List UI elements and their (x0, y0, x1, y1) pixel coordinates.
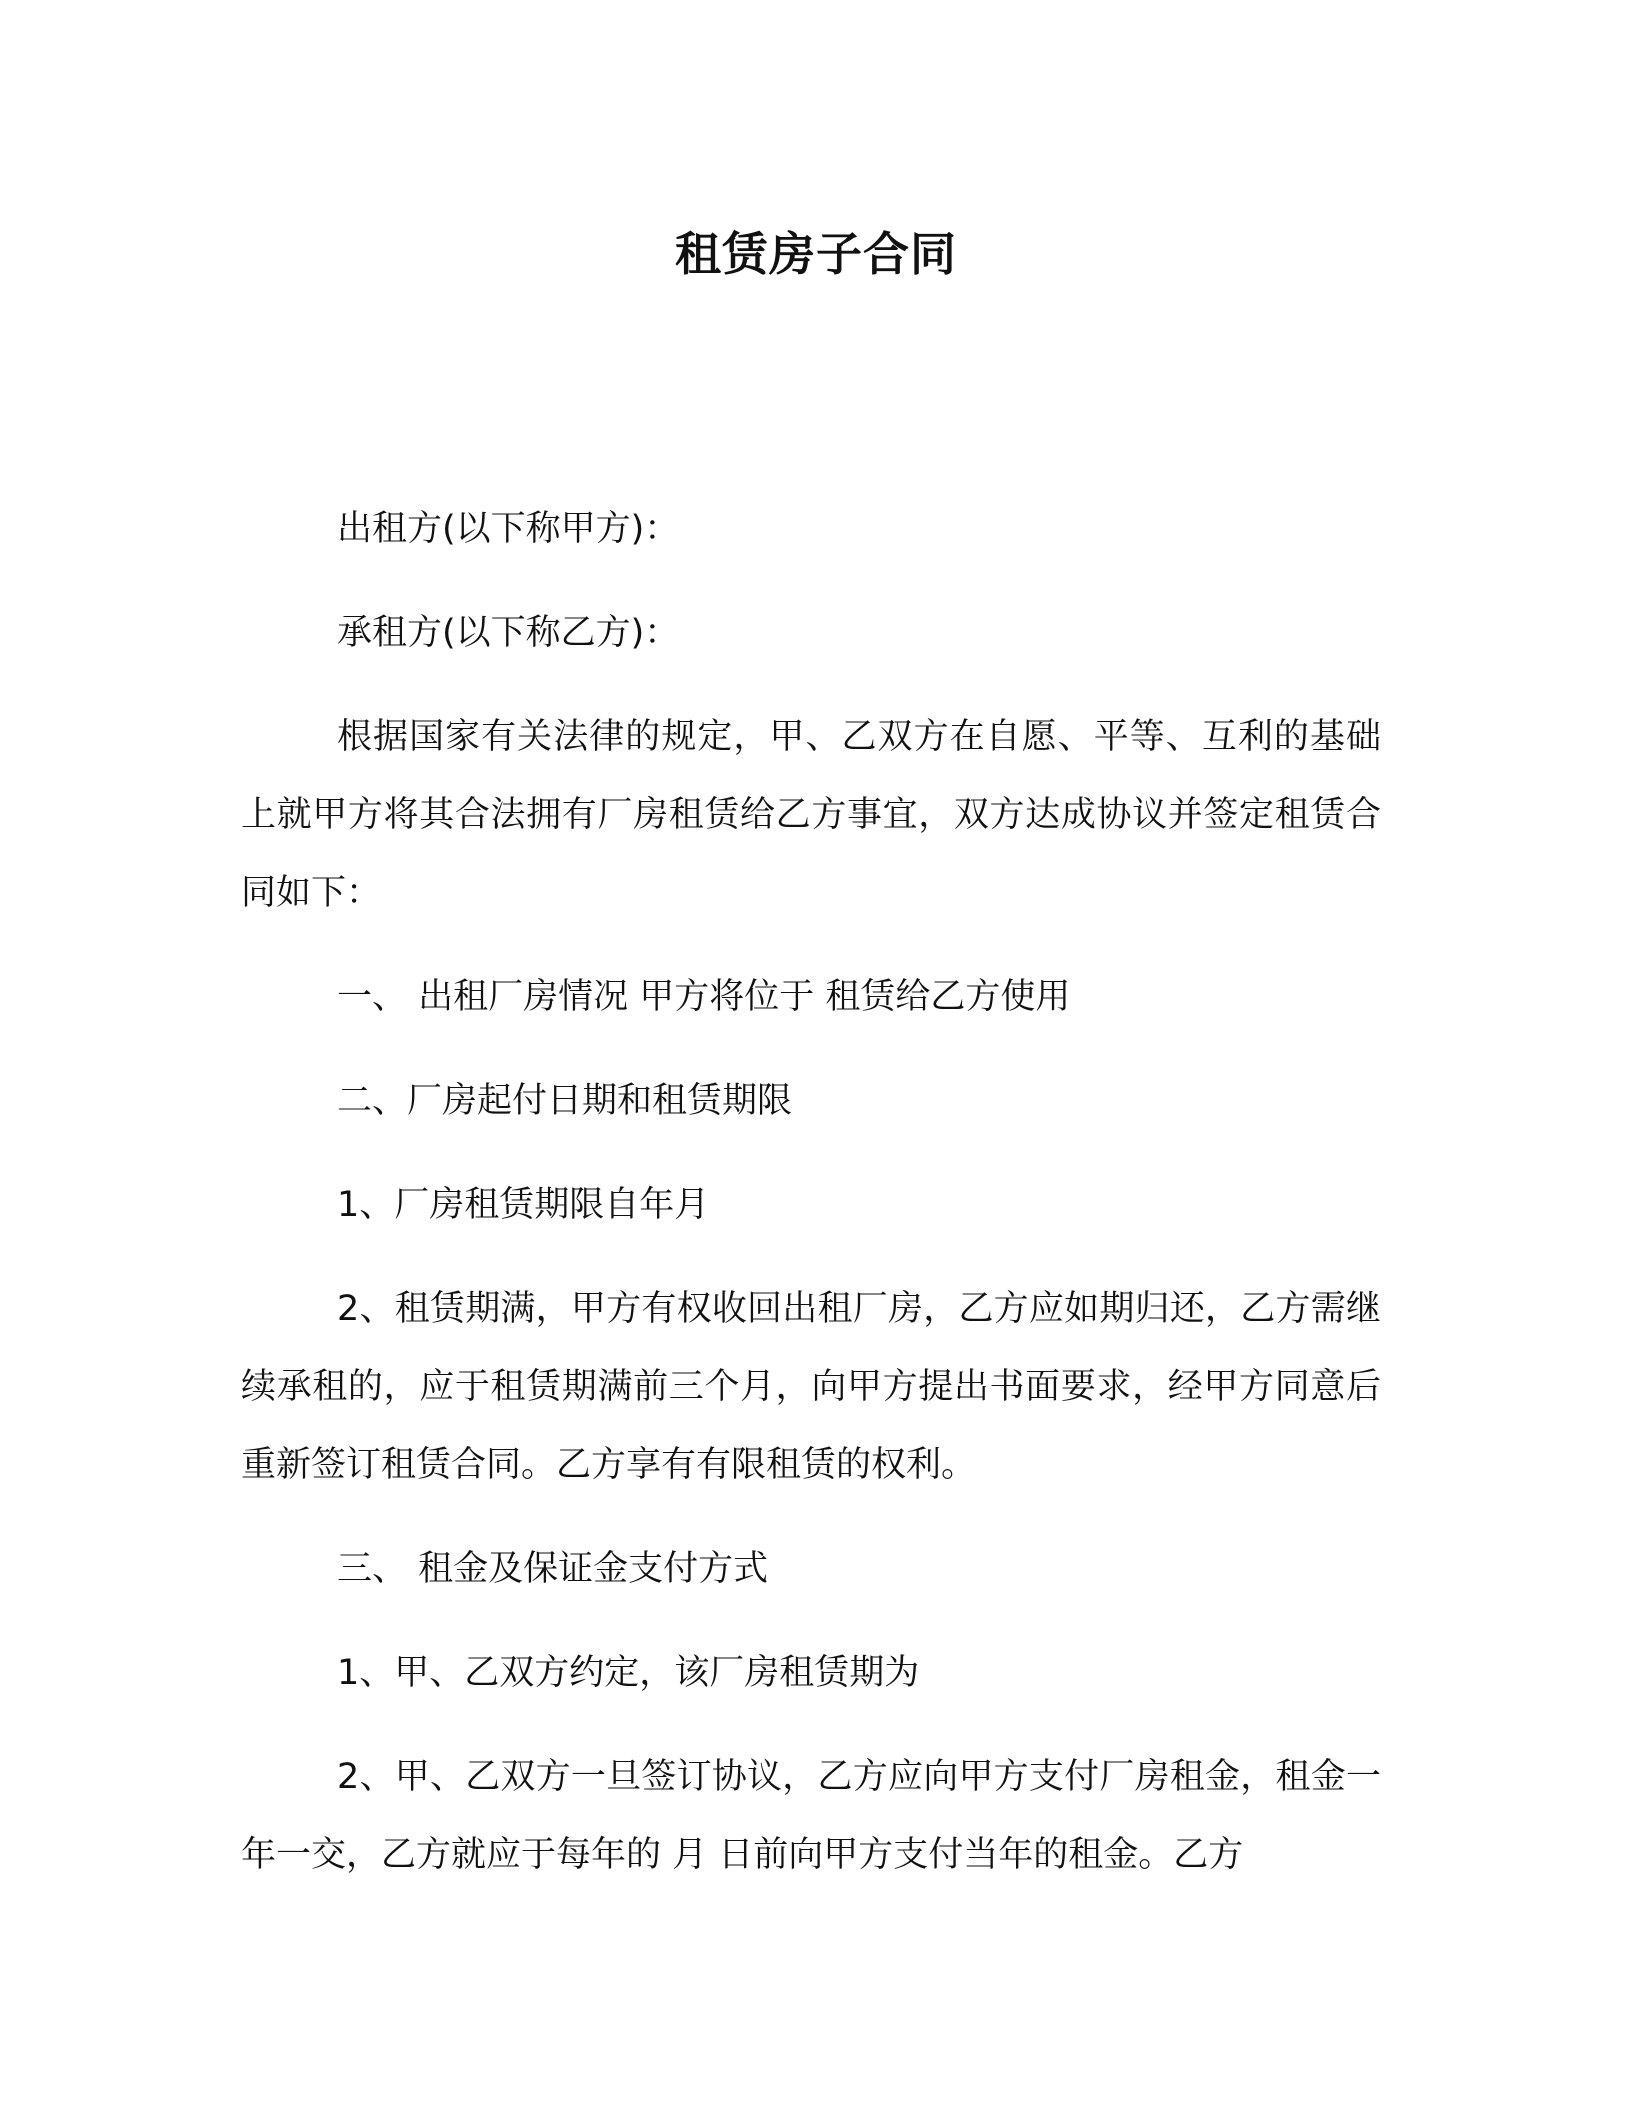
paragraph-section-2: 二、厂房起付日期和租赁期限 (337, 1081, 793, 1121)
paragraph-preamble: 根据国家有关法律的规定，甲、乙双方在自愿、平等、互利的基础上就甲方将其合法拥有厂房租赁给乙方事宜，双方达成协议并签定租赁合同如下： (241, 717, 1381, 913)
paragraph-section-3-item-1: 1、甲、乙双方约定，该厂房租赁期为 (337, 1653, 920, 1693)
paragraph-section-1: 一、 出租厂房情况 甲方将位于 租赁给乙方使用 (337, 977, 1071, 1017)
document-title: 租赁房子合同 (675, 227, 957, 281)
document-body (241, 490, 1381, 1920)
paragraph-section-3-item-2: 2、甲、乙双方一旦签订协议，乙方应向甲方支付厂房租金，租金一年一交，乙方就应于每年的 月 日前向甲方支付当年的租金。乙方 (241, 1757, 1381, 1875)
paragraph-lessee: 承租方(以下称乙方)： (337, 613, 680, 653)
paragraph-lessor: 出租方(以下称甲方)： (337, 509, 680, 549)
paragraph-section-2-item-1: 1、厂房租赁期限自年月 (337, 1185, 710, 1225)
paragraph-section-3: 三、 租金及保证金支付方式 (337, 1549, 769, 1589)
paragraph-section-2-item-2: 2、租赁期满，甲方有权收回出租厂房，乙方应如期归还，乙方需继续承租的，应于租赁期满前三个月，向甲方提出书面要求，经甲方同意后重新签订租赁合同。乙方享有有限租赁的权利。 (241, 1289, 1381, 1485)
